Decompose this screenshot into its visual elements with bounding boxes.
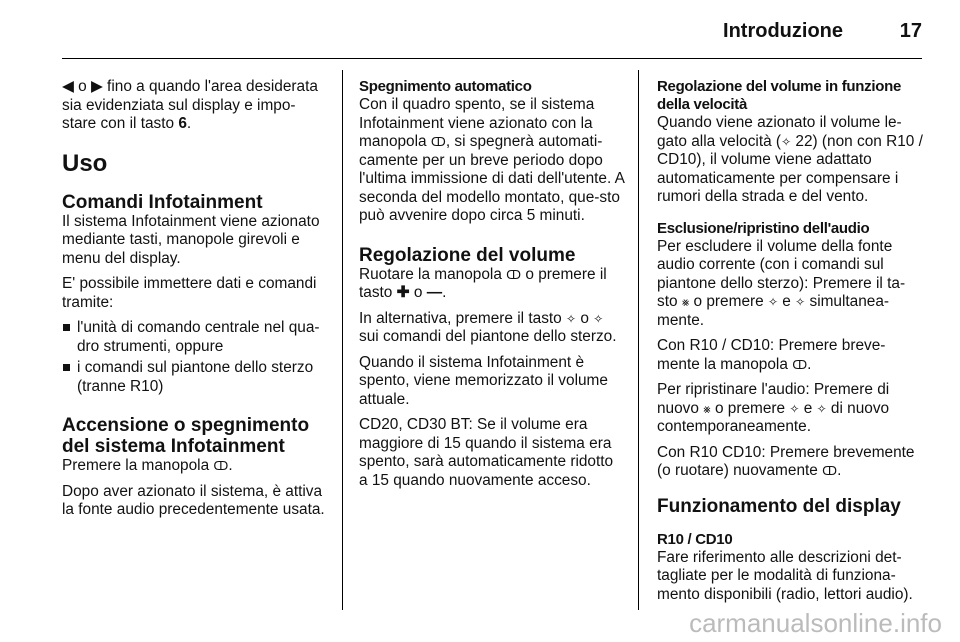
input-methods-list — [62, 319, 328, 396]
column-divider-1 — [342, 70, 343, 610]
column-3 — [657, 78, 923, 611]
knob-icon: ↀ — [792, 357, 808, 372]
section-heading-uso: Uso — [62, 149, 108, 177]
volume-up-icon: ✧ — [767, 295, 779, 309]
heading-speed-volume: Regolazione del volume in funzione della velocità — [657, 78, 901, 113]
heading-accensione: Accensione o spegnimento del sistema Infotainment — [62, 415, 310, 457]
r10-paragraph: Fare riferimento alle descrizioni det-tagliate per le modalità di funziona-mento disponibili (radio, lettori audio). — [657, 548, 913, 603]
comandi-paragraph-2: E' possibile immettere dati e comandi tramite: — [62, 275, 317, 311]
heading-mute: Esclusione/ripristino dell'audio — [657, 219, 870, 237]
knob-icon: ↀ — [822, 464, 838, 478]
comandi-paragraph-1: Il sistema Infotainment viene azionato mediante tasti, manopole girevoli e menu del display. — [62, 212, 320, 267]
list-item: l'unità di comando centrale nel qua-dro strumenti, oppure — [62, 319, 328, 356]
heading-volume: Regolazione del volume — [359, 244, 576, 266]
volume-down-icon: ✧ — [795, 295, 806, 309]
page-number: 17 — [899, 20, 922, 42]
speed-paragraph: Quando viene azionato il volume le-gato alla velocità (✧ 22) (non con R10 / CD10), il volume viene adattato automaticamente per compensare i rumori della strada e del vento. — [657, 114, 923, 205]
volume-up-icon: ✧ — [566, 311, 577, 326]
mute-paragraph-1: Per escludere il volume della fonte audio corrente (con i comandi sul piantone dello sterzo): Premere il ta-sto ⨳ o premere ✧ e ✧ simultanea-mente. — [657, 237, 906, 329]
heading-comandi: Comandi Infotainment — [62, 191, 263, 213]
list-item: i comandi sul piantone dello sterzo (tranne R10) — [62, 359, 328, 396]
spegnimento-paragraph: Con il quadro spento, se il sistema Infotainment viene azionato con la manopola ↀ, si spegnerà automati-camente per un breve periodo dopo l'ultima immissione di dati dell'utente. A seconda del modello montato, que-sto può avvenire dopo circa 5 minuti. — [359, 96, 625, 224]
volume-down-icon: ✧ — [816, 401, 827, 416]
accensione-paragraph-2: Dopo aver azionato il sistema, è attiva la fonte audio precedentemente usata. — [62, 482, 325, 518]
volume-paragraph-3: Quando il sistema Infotainment è spento, viene memorizzato il volume attuale. — [359, 353, 608, 408]
accensione-paragraph-1: Premere la manopola ↀ. — [62, 457, 233, 474]
plus-icon: ✚ — [396, 284, 410, 301]
mute-icon: ⨳ — [681, 295, 690, 309]
watermark: carmanualsonline.info — [689, 608, 942, 638]
heading-r10: R10 / CD10 — [657, 530, 733, 548]
volume-paragraph-2: In alternativa, premere il tasto ✧ o ✧ sui comandi del piantone dello sterzo. — [359, 309, 617, 345]
heading-spegnimento: Spegnimento automatico — [359, 78, 532, 95]
bullet-icon — [63, 324, 70, 331]
volume-up-icon: ✧ — [789, 401, 800, 416]
mute-paragraph-4: Con R10 CD10: Premere brevemente (o ruotare) nuovamente ↀ. — [657, 443, 915, 479]
page-reference-icon: ✧ — [781, 134, 792, 149]
column-2 — [359, 78, 625, 497]
page-title: Introduzione — [723, 20, 843, 42]
mute-paragraph-2: Con R10 / CD10: Premere breve-mente la manopola ↀ. — [657, 337, 886, 373]
knob-icon: ↀ — [213, 459, 229, 473]
bullet-icon — [63, 364, 70, 371]
heading-display: Funzionamento del display — [657, 495, 901, 517]
volume-paragraph-1: Ruotare la manopola ↀ o premere il tasto ✚ o —. — [359, 265, 607, 301]
column-1 — [62, 78, 328, 527]
column-divider-2 — [638, 70, 639, 610]
header-divider — [62, 58, 922, 59]
intro-paragraph: ◀ o ▶ fino a quando l'area desiderata sia evidenziata sul display e impo-stare con il tasto 6. — [62, 78, 318, 132]
knob-icon: ↀ — [430, 135, 446, 149]
mute-icon: ⨳ — [703, 401, 711, 416]
mute-paragraph-3: Per ripristinare l'audio: Premere di nuovo ⨳ o premere ✧ e ✧ di nuovo contemporaneamente. — [657, 381, 890, 435]
minus-icon: — — [426, 284, 443, 301]
volume-down-icon: ✧ — [593, 311, 604, 326]
volume-paragraph-4: CD20, CD30 BT: Se il volume era maggiore di 15 quando il sistema era spento, sarà automaticamente ridotto a 15 quando nuovamente acceso. — [359, 416, 614, 489]
knob-icon: ↀ — [506, 267, 522, 282]
